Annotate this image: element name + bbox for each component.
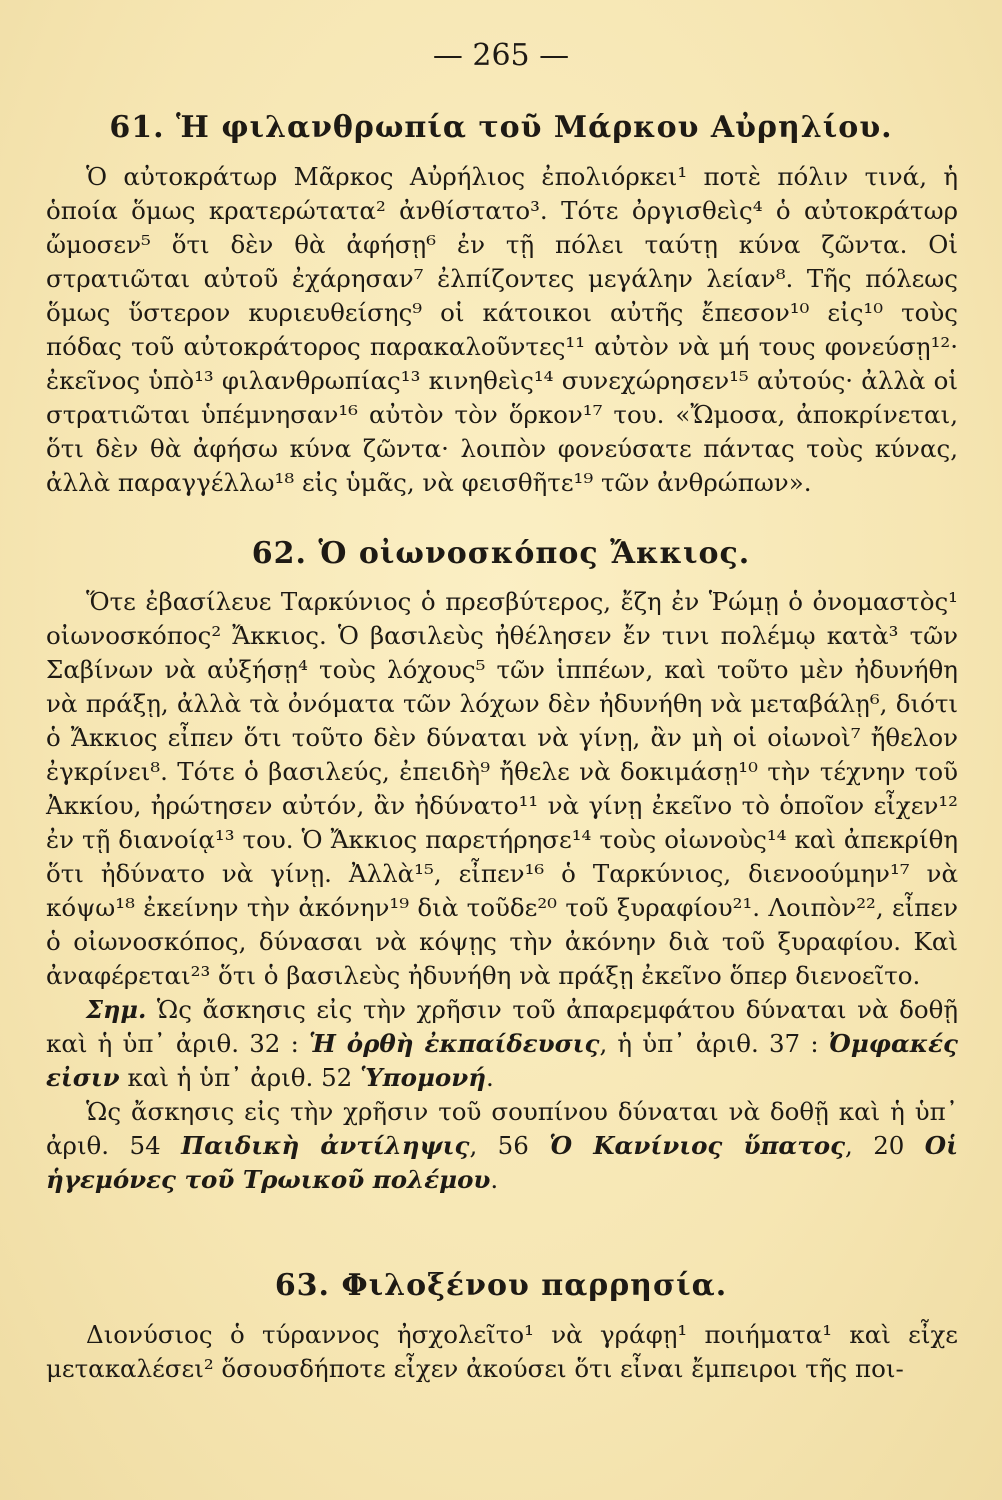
section-61-paragraph: Ὁ αὐτοκράτωρ Μᾶρκος Αὐρήλιος ἐπολιόρκει¹ ποτὲ πόλιν τινά, ἡ ὁποία ὅμως κρατερώτατα² ἀνθίστατο³. Τότε ὀργισθεὶς⁴ ὁ αὐτοκράτωρ ὤμοσεν⁵ ὅτι δὲν θὰ ἀφήσῃ⁶ ἐν τῇ πόλει ταύτῃ κύνα ζῶντα. Οἱ στρατιῶται αὐτοῦ ἐχάρησαν⁷ ἐλπίζοντες μεγάλην λείαν⁸. Τῆς πόλεως ὅμως ὕστερον κυριευθείσης⁹ οἱ κάτοικοι αὐτῆς ἔπεσον¹⁰ εἰς¹⁰ τοὺς πόδας τοῦ αὐτοκράτορος παρακαλοῦντες¹¹ αὐτὸν νὰ μή τους φονεύσῃ¹²· ἐκεῖνος ὑπὸ¹³ φιλανθρωπίας¹³ κινηθεὶς¹⁴ συνεχώρησεν¹⁵ αὐτούς· ἀλλὰ οἱ στρατιῶται ὑπέμνησαν¹⁶ αὐτὸν τὸν ὅρκον¹⁷ του. «Ὤμοσα, ἀποκρίνεται, ὅτι δὲν θὰ ἀφήσω κύνα ζῶντα· λοιπὸν φονεύσατε πάντας τοὺς κύνας, ἀλλὰ παραγγέλλω¹⁸ εἰς ὑμᾶς, νὰ φεισθῆτε¹⁹ τῶν ἀνθρώπων». bbox=[46, 162, 958, 497]
section-62-body bbox=[46, 585, 958, 1197]
section-61-body bbox=[46, 160, 958, 500]
note-text-4: . bbox=[486, 1063, 494, 1092]
note-label: Σημ. bbox=[86, 995, 147, 1024]
section-61-heading: 61. Ἡ φιλανθρωπία τοῦ Μάρκου Αὐρηλίου. bbox=[109, 110, 893, 145]
note-2-text-4: . bbox=[490, 1165, 499, 1194]
note-text-2: , ἡ ὑπ᾽ ἀριθ. 37 : bbox=[599, 1029, 819, 1058]
section-62-note-2 bbox=[46, 1095, 958, 1197]
note-text-1: Ὡς ἄσκησις εἰς τὴν χρῆσιν τοῦ ἀπαρεμφάτου δύναται νὰ δοθῇ καὶ ἡ ὑπ᾽ ἀριθ. 32 : bbox=[46, 995, 958, 1058]
section-62-paragraph: Ὅτε ἐβασίλευε Ταρκύνιος ὁ πρεσβύτερος, ἔζη ἐν Ῥώμῃ ὁ ὀνομαστὸς¹ οἰωνοσκόπος² Ἄκκιος. Ὁ βασιλεὺς ἠθέλησεν ἔν τινι πολέμῳ κατὰ³ τῶν Σαβίνων νὰ αὐξήσῃ⁴ τοὺς λόχους⁵ τῶν ἱππέων, καὶ τοῦτο μὲν ἠδυνήθη νὰ πράξῃ, ἀλλὰ τὰ ὀνόματα τῶν λόχων δὲν ἠδυνήθη νὰ μεταβάλῃ⁶, διότι ὁ Ἄκκιος εἶπεν ὅτι τοῦτο δὲν δύναται νὰ γίνῃ, ἂν μὴ οἱ οἰωνοὶ⁷ ἤθελον ἐγκρίνει⁸. Τότε ὁ βασιλεύς, ἐπειδὴ⁹ ἤθελε νὰ δοκιμάσῃ¹⁰ τὴν τέχνην τοῦ Ἀκκίου, ἠρώτησεν αὐτόν, ἂν ἠδύνατο¹¹ νὰ γίνῃ ἐκεῖνο τὸ ὁποῖον εἶχεν¹² ἐν τῇ διανοίᾳ¹³ του. Ὁ Ἄκκιος παρετήρησε¹⁴ τοὺς οἰωνοὺς¹⁴ καὶ ἀπεκρίθη ὅτι ἠδύνατο νὰ γίνῃ. Ἀλλὰ¹⁵, εἶπεν¹⁶ ὁ Ταρκύνιος, διενοούμην¹⁷ νὰ κόψω¹⁸ ἐκείνην τὴν ἀκόνην¹⁹ διὰ τοῦδε²⁰ τοῦ ξυραφίου²¹. Λοιπὸν²², εἶπεν ὁ οἰωνοσκόπος, δύνασαι νὰ κόψῃς τὴν ἀκόνην διὰ τοῦ ξυραφίου. Καὶ ἀναφέρεται²³ ὅτι ὁ βασιλεὺς ἠδυνήθη νὰ πράξῃ ἐκεῖνο ὅπερ διενοεῖτο. bbox=[46, 587, 958, 990]
note-ref-3: Ὑπομονή bbox=[360, 1063, 487, 1092]
section-63-paragraph: Διονύσιος ὁ τύραννος ἠσχολεῖτο¹ νὰ γράφῃ¹ ποιήματα¹ καὶ εἶχε μετακαλέσει² ὅσουσδήποτε εἶχεν ἀκούσει ὅτι εἶναι ἔμπειροι τῆς ποι- bbox=[46, 1320, 958, 1383]
section-62-heading: 62. Ὁ οἰωνοσκόπος Ἄκκιος. bbox=[251, 536, 751, 571]
note-ref-2: Ὀμφακές εἰσιν bbox=[46, 1029, 958, 1092]
note-ref-5: Ὁ Κανίνιος ὕπατος bbox=[549, 1131, 846, 1160]
section-63-body bbox=[46, 1318, 958, 1386]
note-ref-4: Παιδικὴ ἀντίληψις bbox=[181, 1131, 470, 1160]
note-ref-1: Ἡ ὀρθὴ ἐκπαίδευσις bbox=[309, 1029, 600, 1058]
note-text-3: καὶ ἡ ὑπ᾽ ἀριθ. 52 bbox=[119, 1063, 353, 1092]
note-2-text-1: Ὡς ἄσκησις εἰς τὴν χρῆσιν τοῦ σουπίνου δύναται νὰ δοθῇ καὶ ἡ ὑπ᾽ ἀριθ. 54 bbox=[46, 1097, 958, 1160]
page-number: — 265 — bbox=[432, 38, 570, 73]
note-2-text-3: , 20 bbox=[845, 1131, 905, 1160]
note-2-text-2: , 56 bbox=[469, 1131, 529, 1160]
note-ref-6: Οἱ ἡγεμόνες τοῦ Τρωικοῦ πολέμου bbox=[46, 1131, 958, 1194]
section-63-heading: 63. Φιλοξένου παρρησία. bbox=[274, 1268, 728, 1303]
section-62-note bbox=[46, 993, 958, 1095]
